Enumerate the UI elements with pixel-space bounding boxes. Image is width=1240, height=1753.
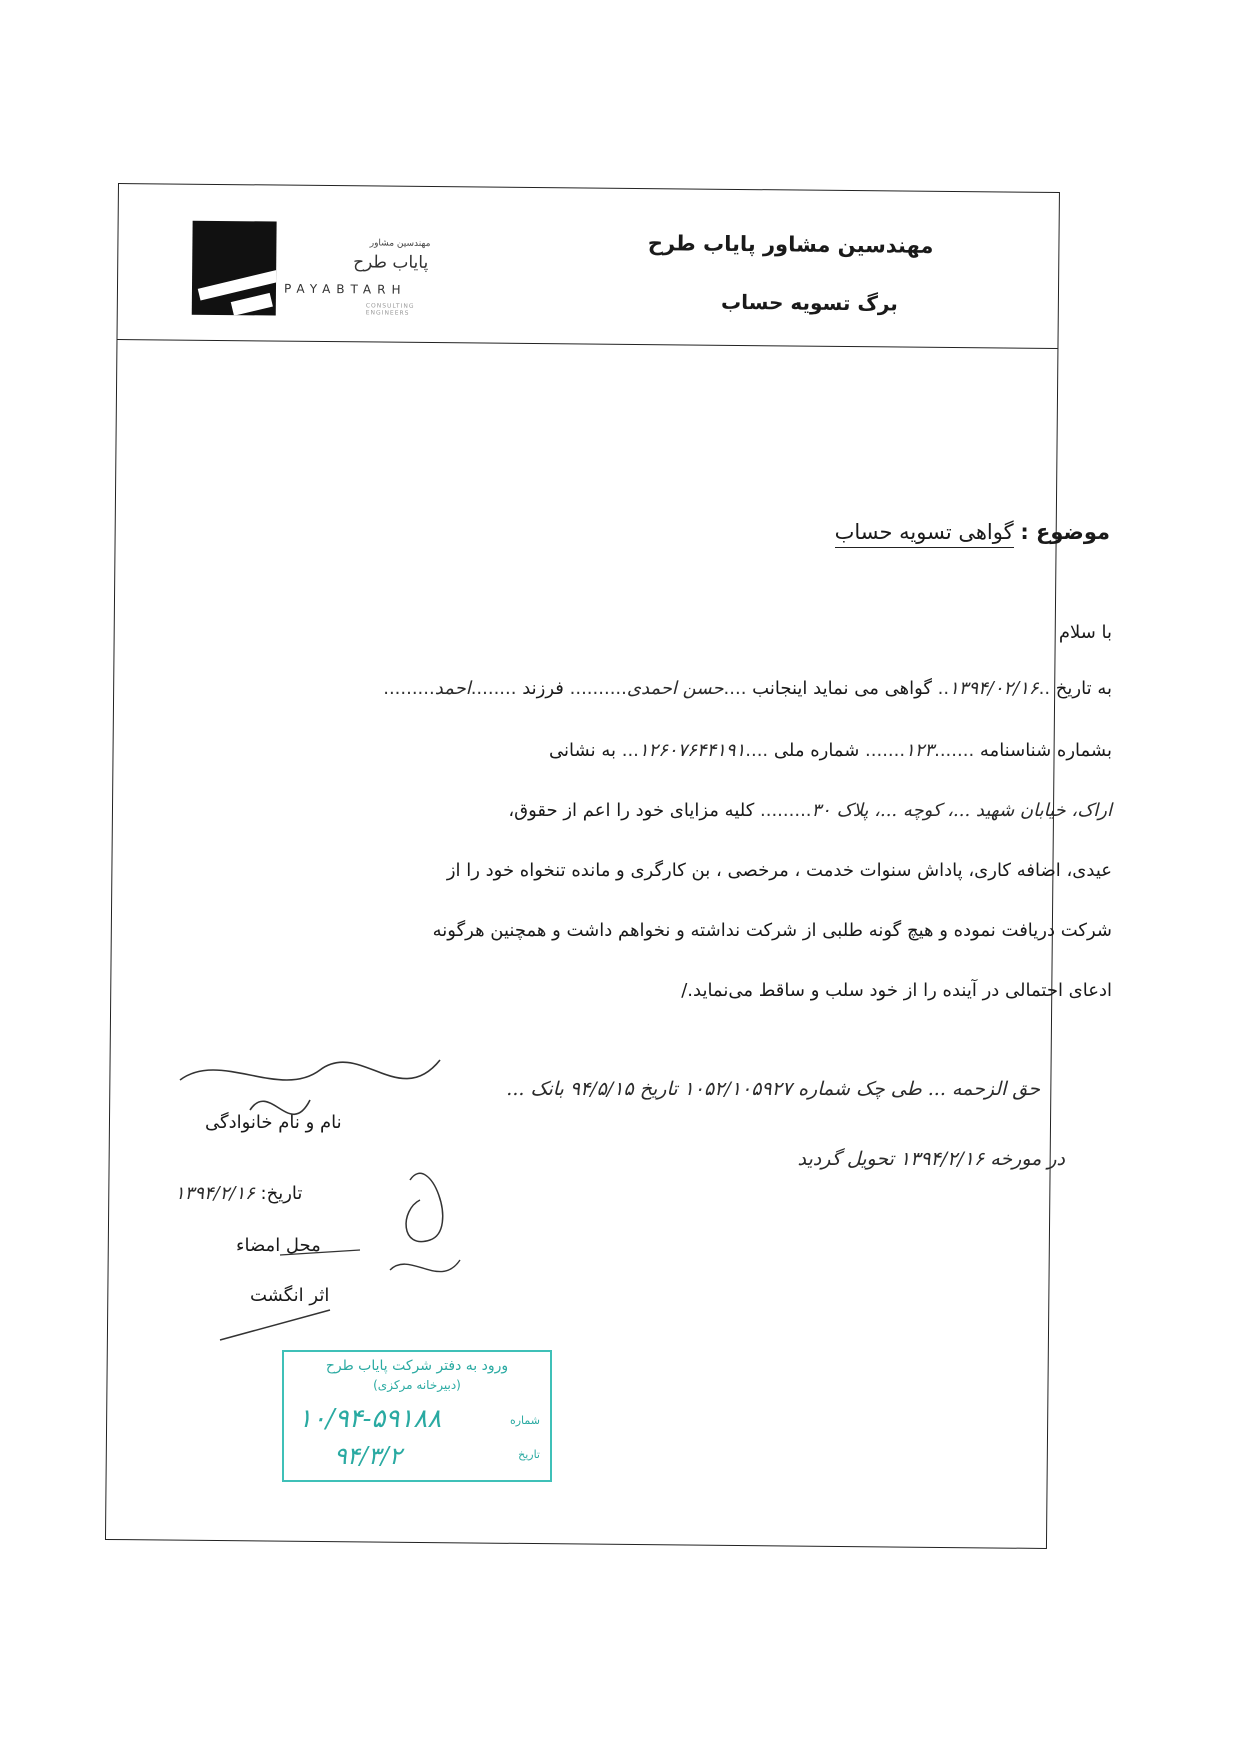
stamp-number-label: شماره — [509, 1414, 540, 1427]
line2-text-a: بشماره شناسنامه — [979, 740, 1112, 761]
name-field: حسن احمدی — [626, 678, 724, 699]
birth-certificate-field: ۱۲۳ — [905, 740, 935, 761]
letter-line-4: عیدی، اضافه کاری، پاداش سنوات خدمت ، مرخصی ، بن کارگری و مانده تنخواه خود را از — [446, 860, 1112, 881]
date-value: ۱۳۹۴/۲/۱۶ — [175, 1183, 255, 1204]
logo-name-en: PAYABTARH — [283, 281, 407, 297]
signature-label: محل امضاء — [236, 1235, 321, 1256]
stamp-subtitle: (دبیرخانه مرکزی) — [373, 1378, 461, 1392]
received-stamp — [282, 1350, 552, 1482]
subject-label: موضوع : — [1020, 520, 1110, 544]
logo-subtitle: CONSULTING ENGINEERS — [365, 302, 415, 317]
name-label: نام و نام خانوادگی — [205, 1112, 342, 1133]
letter-line-1: به تاریخ ..۱۳۹۴/۰۲/۱۶.. گواهی می نماید اینجانب ....حسن احمدی.......... فرزند ........احمد......... — [383, 678, 1112, 699]
stamp-title: ورود به دفتر شرکت پایاب طرح — [325, 1358, 509, 1374]
date-field: ۱۳۹۴/۰۲/۱۶ — [949, 678, 1039, 699]
stamp-date-label: تاریخ — [518, 1448, 540, 1461]
handwritten-note-line-1: حق الزحمه ... طی چک شماره ۱۰۵۲/۱۰۵۹۲۷ تاریخ ۹۴/۵/۱۵ بانک ... — [506, 1078, 1040, 1100]
line2-text-b: شماره ملی — [773, 740, 860, 761]
logo-small-text: مهندسین مشاور — [369, 238, 431, 250]
address-field: اراک، خیابان شهید ...، کوچه ...، پلاک ۳۰ — [811, 800, 1112, 821]
stamp-number: ۱۰/۹۴-۵۹۱۸۸ — [298, 1404, 442, 1434]
stamp-date: ۹۴/۳/۲ — [334, 1442, 402, 1470]
company-logo — [192, 221, 277, 316]
line1-text-b: گواهی می نماید اینجانب — [752, 678, 932, 699]
logo-wordmark — [276, 230, 457, 317]
letter-line-5: شرکت دریافت نموده و هیچ گونه طلبی از شرکت نداشته و نخواهم داشت و همچنین هرگونه — [432, 920, 1112, 941]
signature-scribble — [160, 1040, 500, 1360]
line2-text-c: به نشانی — [549, 740, 616, 761]
national-id-field: ۱۲۶۰۷۶۴۴۱۹۱ — [638, 740, 746, 761]
fingerprint-label: اثر انگشت — [250, 1285, 330, 1306]
company-name: مهندسین مشاور پایاب طرح — [647, 231, 934, 258]
father-name-field: احمد — [434, 678, 471, 699]
line3-text: کلیه مزایای خود را اعم از حقوق، — [508, 800, 755, 821]
subject-line — [835, 520, 1110, 544]
letter-line-6: ادعای احتمالی در آینده را از خود سلب و ساقط می‌نماید./ — [681, 980, 1112, 1001]
letter-line-3: اراک، خیابان شهید ...، کوچه ...، پلاک ۳۰......... کلیه مزایای خود را اعم از حقوق، — [508, 800, 1112, 821]
handwritten-note-line-2: در مورخه ۱۳۹۴/۲/۱۶ تحویل گردید — [797, 1148, 1065, 1170]
logo-name-fa: پایاب طرح — [353, 252, 429, 273]
subject-text: گواهی تسویه حساب — [835, 520, 1014, 548]
line1-text-a: به تاریخ — [1055, 678, 1112, 699]
form-title: برگ تسویه حساب — [720, 289, 898, 316]
date-label: تاریخ: — [260, 1183, 303, 1204]
header-divider — [117, 339, 1057, 349]
line1-text-c: فرزند — [522, 678, 564, 699]
greeting: با سلام — [1058, 622, 1112, 643]
letter-line-2: بشماره شناسنامه .......۱۲۳....... شماره ملی ....۱۲۶۰۷۶۴۴۱۹۱... به نشانی — [549, 740, 1112, 761]
